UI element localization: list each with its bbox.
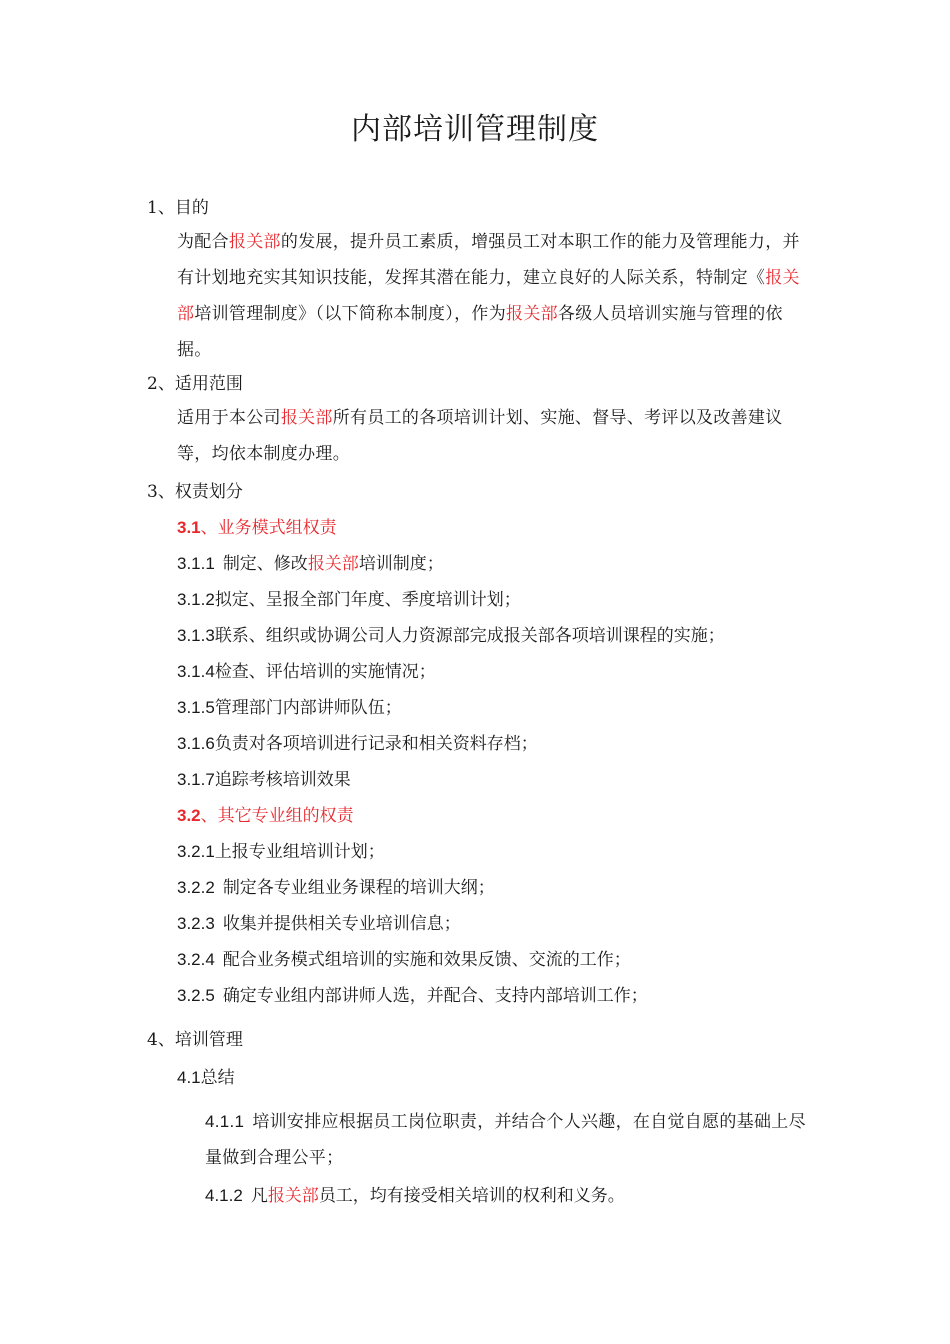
- item-number: 4.1.2: [205, 1186, 243, 1205]
- text-run: 培训制度；: [358, 554, 444, 574]
- item-text: 上报专业组培训计划；: [214, 842, 385, 862]
- text-run: 为配合: [177, 232, 229, 252]
- item-text: 配合业务模式组培训的实施和效果反馈、交流的工作；: [222, 950, 631, 970]
- item-text: 制定各专业组业务课程的培训大纲；: [222, 878, 495, 898]
- text-run: 各级人员培训实施与管理的依据。: [177, 304, 783, 360]
- item-3-2-4: [177, 948, 631, 972]
- item-3-1-4: [177, 660, 436, 684]
- dept-highlight: 报关部: [177, 268, 800, 324]
- item-number: 3.1.6: [177, 734, 215, 753]
- text-run: 制定、修改: [222, 554, 308, 574]
- item-number: 3.2.3: [177, 914, 215, 933]
- subsection-3-1-heading: [177, 516, 337, 540]
- text-run: 所有员工的各项培训计划、实施、督导、考评以及改善建议等，均依本制度办理。: [177, 408, 783, 464]
- text-run: 凡: [250, 1186, 268, 1206]
- item-number: 3.1.3: [177, 626, 215, 645]
- document-title: 内部培训管理制度: [351, 112, 599, 147]
- item-text: 收集并提供相关专业培训信息；: [222, 914, 461, 934]
- text-run: 培训管理制度》（以下简称本制度），作为: [194, 304, 507, 324]
- item-number: 3.1.2: [177, 590, 215, 609]
- item-number: 3.1.7: [177, 770, 215, 789]
- item-3-1-2: [177, 588, 521, 612]
- dept-highlight: 报关部: [228, 232, 281, 252]
- section-1-paragraph: [177, 224, 817, 368]
- item-number: 3.2.5: [177, 986, 215, 1005]
- item-3-2-3: [177, 912, 461, 936]
- item-3-2-5: [177, 984, 648, 1008]
- item-3-1-3: [177, 624, 725, 648]
- dept-highlight: 报关部: [267, 1186, 319, 1206]
- item-4-1-1: [205, 1104, 815, 1176]
- item-number: 4.1.1: [205, 1112, 245, 1131]
- item-text: 检查、评估培训的实施情况；: [214, 662, 436, 682]
- subsection-title: 、业务模式组权责: [200, 518, 337, 538]
- item-text: 联系、组织或协调公司人力资源部完成报关部各项培训课程的实施；: [214, 626, 725, 646]
- text-run: 的发展，提升员工素质，增强员工对本职工作的能力及管理能力，并有计划地充实其知识技能，发挥其潜在能力，建立良好的人际关系，特制定《: [177, 232, 800, 288]
- section-1-heading: 1、目的: [147, 198, 209, 218]
- item-text: 负责对各项培训进行记录和相关资料存档；: [214, 734, 538, 754]
- item-number: 3.1.5: [177, 698, 215, 717]
- subsection-4-1-heading: [177, 1066, 235, 1090]
- subsection-number: 3.1: [177, 518, 201, 537]
- item-number: 3.2.2: [177, 878, 215, 897]
- item-3-1-5: [177, 696, 402, 720]
- dept-highlight: 报关部: [506, 304, 558, 324]
- text-run: 员工，均有接受相关培训的权利和义务。: [318, 1186, 625, 1206]
- text-run: 适用于本公司: [177, 408, 281, 428]
- item-text: 拟定、呈报全部门年度、季度培训计划；: [214, 590, 521, 610]
- item-text: 确定专业组内部讲师人选，并配合、支持内部培训工作；: [222, 986, 648, 1006]
- item-3-2-1: [177, 840, 385, 864]
- item-number: 3.2.1: [177, 842, 215, 861]
- dept-highlight: 报关部: [307, 554, 359, 574]
- item-3-1-1: [177, 552, 444, 576]
- item-3-1-7: [177, 768, 351, 792]
- subsection-number: 4.1: [177, 1068, 201, 1087]
- item-4-1-2: [205, 1184, 625, 1208]
- section-4-heading: 4、培训管理: [147, 1030, 243, 1050]
- item-3-1-6: [177, 732, 538, 756]
- item-number: 3.1.1: [177, 554, 215, 573]
- subsection-number: 3.2: [177, 806, 201, 825]
- item-3-2-2: [177, 876, 495, 900]
- subsection-3-2-heading: [177, 804, 354, 828]
- subsection-title: 、其它专业组的权责: [200, 806, 354, 826]
- section-2-heading: 2、适用范围: [147, 374, 243, 394]
- item-text: 管理部门内部讲师队伍；: [214, 698, 402, 718]
- section-3-heading: 3、权责划分: [147, 482, 243, 502]
- section-2-paragraph: [177, 400, 817, 472]
- item-number: 3.1.4: [177, 662, 215, 681]
- item-number: 3.2.4: [177, 950, 215, 969]
- subsection-title: 总结: [200, 1068, 235, 1088]
- dept-highlight: 报关部: [280, 408, 333, 428]
- item-text: 培训安排应根据员工岗位职责，并结合个人兴趣，在自觉自愿的基础上尽量做到合理公平；: [205, 1112, 806, 1168]
- item-text: 追踪考核培训效果: [214, 770, 351, 790]
